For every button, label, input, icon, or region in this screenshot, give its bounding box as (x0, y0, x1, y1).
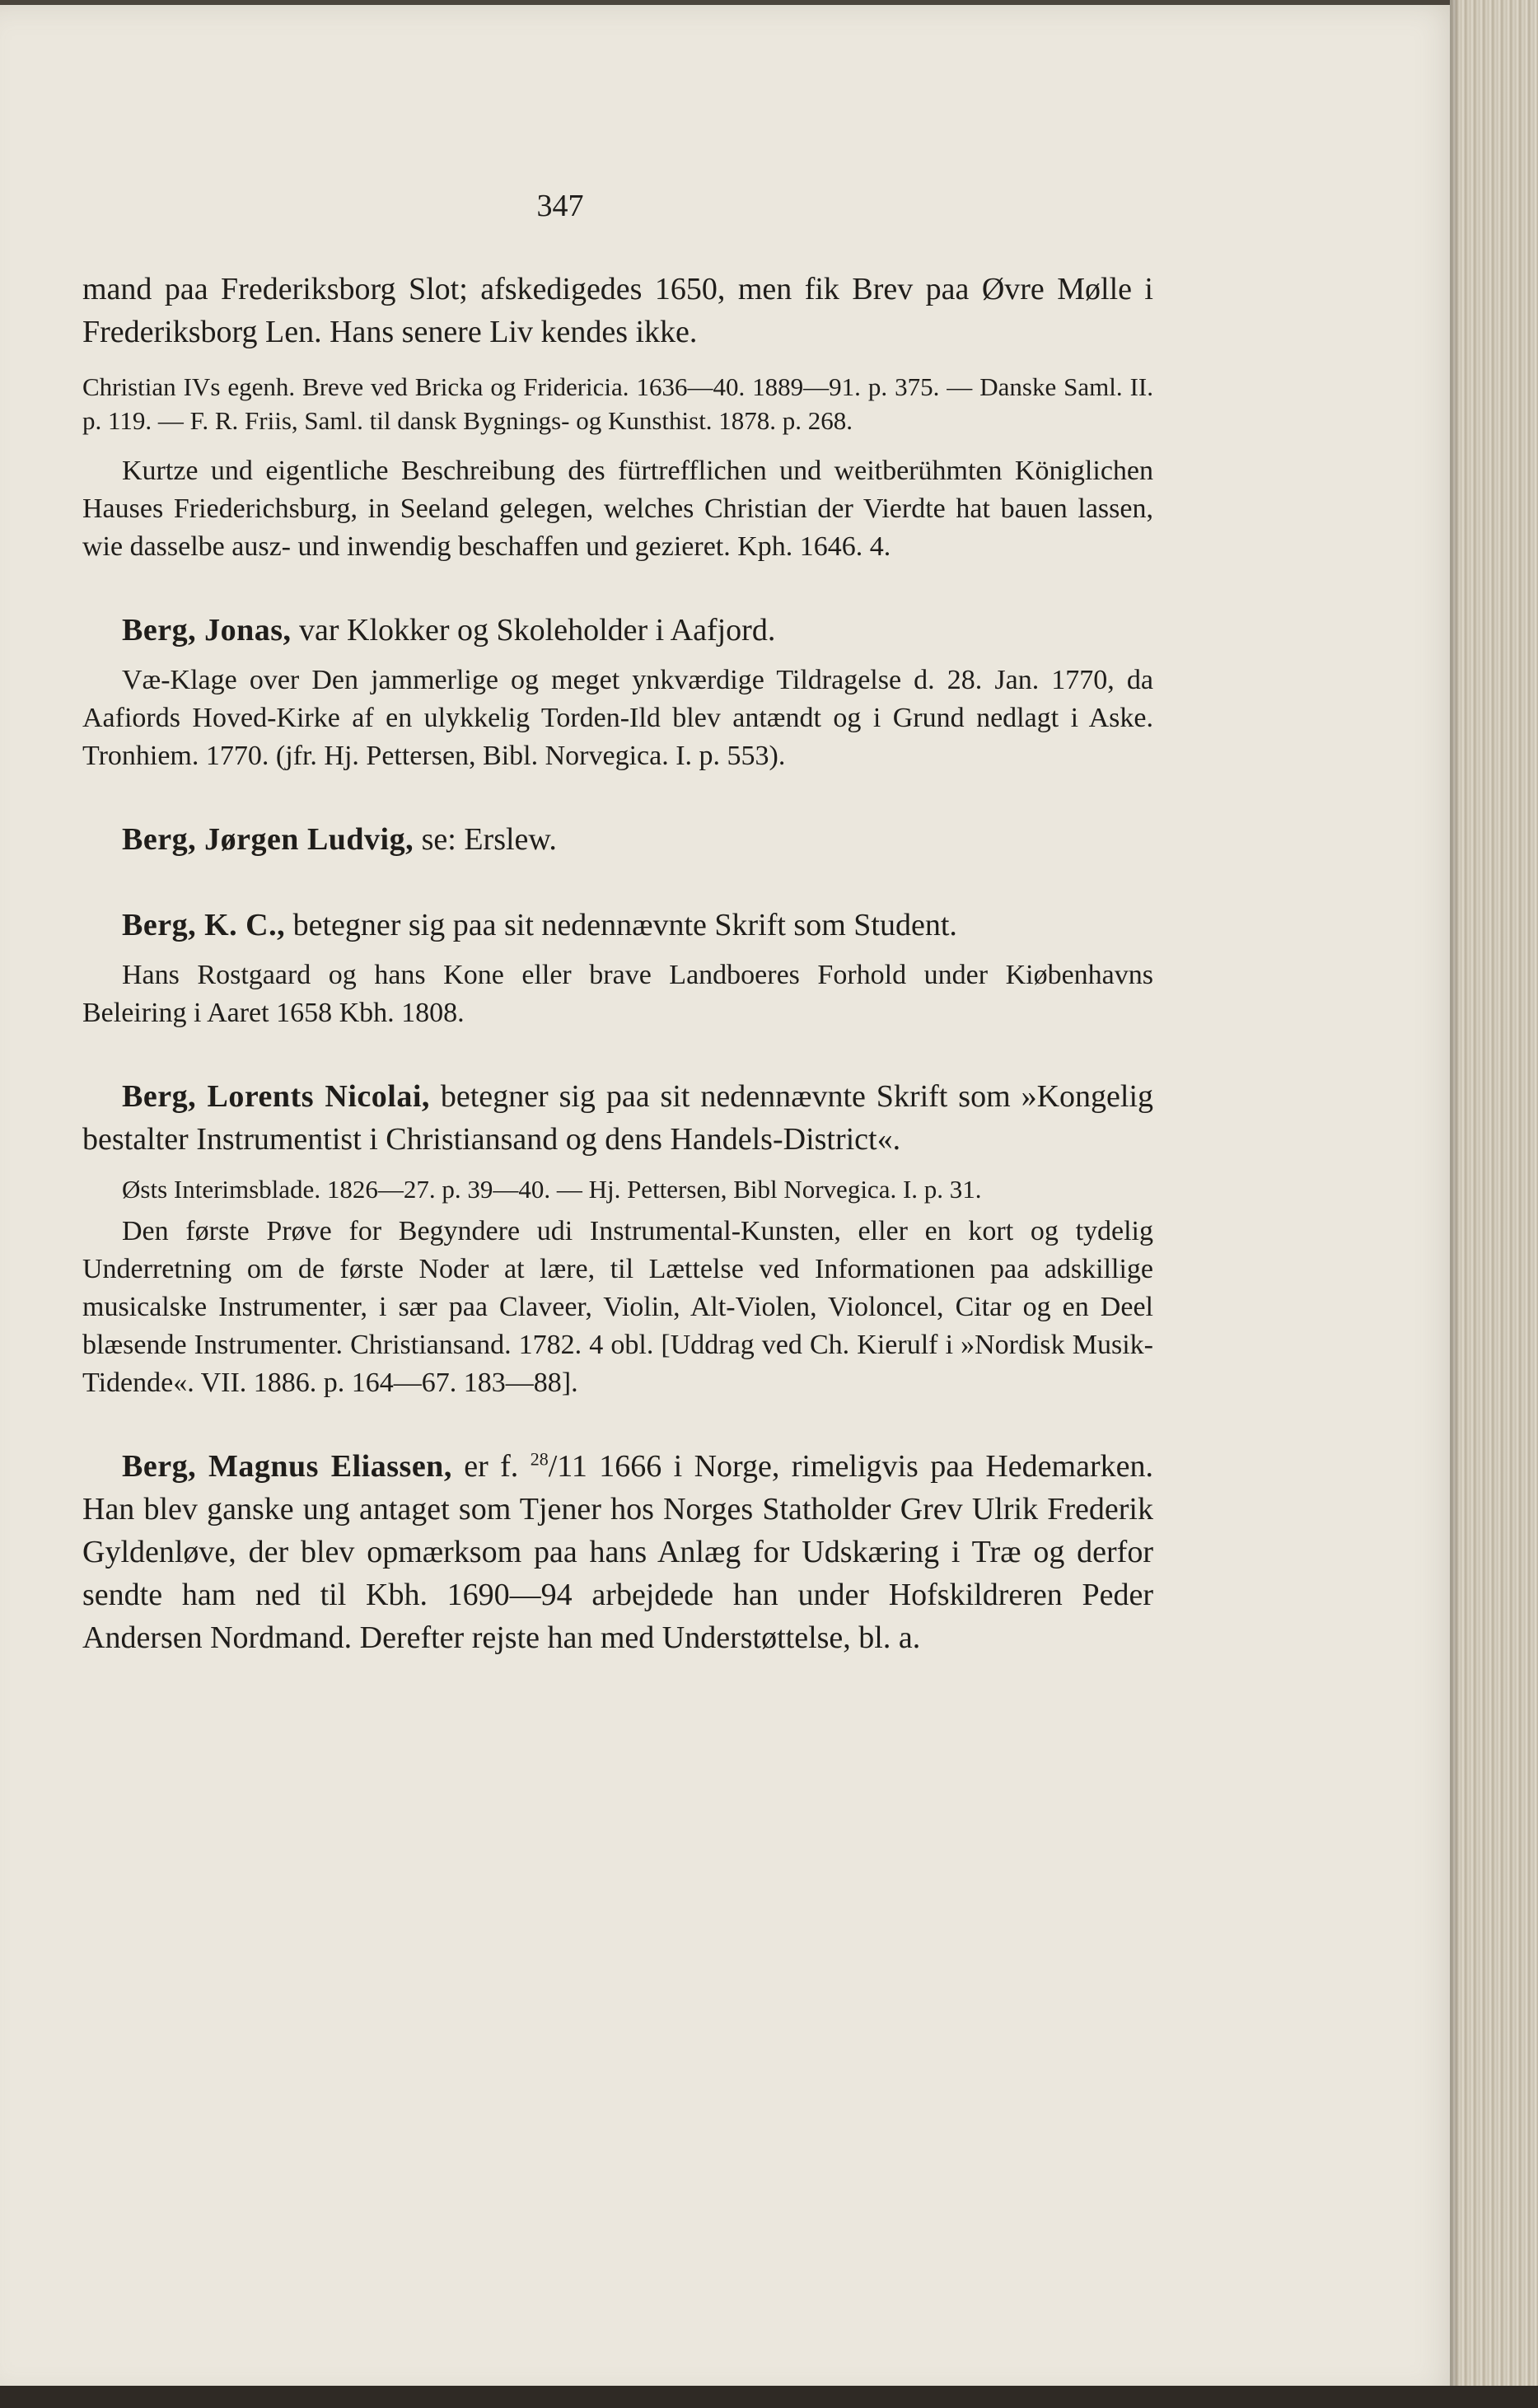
page-text (82, 268, 1153, 1659)
entry-name: Berg, Jørgen Ludvig, (122, 822, 414, 857)
entry-heading (82, 904, 1153, 947)
entry-work: Hans Rostgaard og hans Kone eller brave Landboeres Forhold under Kiøbenhavns Beleiring i Aaret 1658 Kbh. 1808. (82, 960, 1153, 1028)
top-edge (0, 0, 1475, 5)
page-number: 347 (536, 189, 584, 223)
entry-description-start: er f. (451, 1449, 531, 1484)
book-page-edges (1450, 0, 1538, 2408)
entry-description: betegner sig paa sit nedennævnte Skrift som Student. (285, 908, 957, 942)
entry-name: Berg, Jonas, (122, 613, 292, 648)
entry-kc (82, 904, 1153, 1032)
entry-work: Væ-Klage over Den jammerlige og meget ynkværdige Tildragelse d. 28. Jan. 1770, da Aafiords Hoved-Kirke af en ulykkelig Torden-Ild blev antændt og i Grund nedlagt i Aske. Tronhiem. 1770. (jfr. Hj. Pettersen, Bibl. Norvegica. I. p. 553). (82, 665, 1153, 771)
intro-reference: Christian IVs egenh. Breve ved Bricka og Fridericia. 1636—40. 1889—91. p. 375. — Danske Saml. II. p. 119. — F. R. Friis, Saml. til dansk Bygnings- og Kunsthist. 1878. p. 268. (82, 372, 1153, 435)
entry-work: Den første Prøve for Begyndere udi Instrumental-Kunsten, eller en kort og tydelig Underretning om de første Noder at lære, til Lættelse ved Informationen paa adskillige musicalske Instrumenter, i sær paa Claveer, Violin, Alt-Violen, Violoncel, Citar og en Deel blæsende Instrumenter. Christiansand. 1782. 4 obl. [Uddrag ved Ch. Kierulf i »Nordisk Musik-Tidende«. VII. 1886. p. 164—67. 183—88]. (82, 1216, 1153, 1398)
intro-work: Kurtze und eigentliche Beschreibung des fürtrefflichen und weitberühmten Königlichen Hauses Friederichsburg, in Seeland gelegen, welches Christian der Vierdte hat bauen lassen, wie dasselbe ausz- und inwendig beschaffen und gezieret. Kph. 1646. 4. (82, 456, 1153, 562)
entry-name: Berg, Lorents Nicolai, (122, 1079, 430, 1114)
entry-description-rest: 1666 i Norge, rimeligvis paa Hedemarken. Han blev ganske ung antaget som Tjener hos Norges Statholder Grev Ulrik Frederik Gyldenløve, der blev opmærksom paa hans Anlæg for Udskæring i Træ og derfor sendte ham ned til Kbh. 1690—94 arbejdede han under Hofskildreren Peder Andersen Nordmand. Derefter rejste han med Understøttelse, bl. a. (82, 1449, 1153, 1655)
bottom-edge (0, 2386, 1538, 2408)
gutter-shadow (1450, 0, 1460, 2408)
entry-reference: Østs Interimsblade. 1826—27. p. 39—40. — Hj. Pettersen, Bibl Norvegica. I. p. 31. (122, 1175, 982, 1204)
date-fraction: /11 (548, 1449, 587, 1484)
entry-magnus (82, 1445, 1153, 1659)
entry-description: se: Erslew. (414, 822, 557, 857)
entry-jorgen (82, 818, 1153, 861)
entry-description: betegner sig paa sit nedennævnte Skrift som »Kongelig bestalter Instrumentist i Christiansand og dens Handels-District«. (82, 1079, 1154, 1157)
intro-paragraph: mand paa Frederiksborg Slot; afskedigedes 1650, men fik Brev paa Øvre Mølle i Frederiksborg Len. Hans senere Liv kendes ikke. (82, 272, 1153, 349)
entry-heading (82, 1445, 1153, 1659)
entry-heading (82, 1075, 1153, 1161)
entry-heading (82, 609, 1153, 652)
entry-lorents (82, 1075, 1153, 1402)
entry-name: Berg, K. C., (122, 908, 286, 942)
entry-name: Berg, Magnus Eliassen, (122, 1449, 452, 1484)
entry-description: var Klokker og Skoleholder i Aafjord. (291, 613, 776, 648)
entry-heading (82, 818, 1153, 861)
date-superscript: 28 (530, 1448, 549, 1470)
entry-jonas (82, 609, 1153, 775)
